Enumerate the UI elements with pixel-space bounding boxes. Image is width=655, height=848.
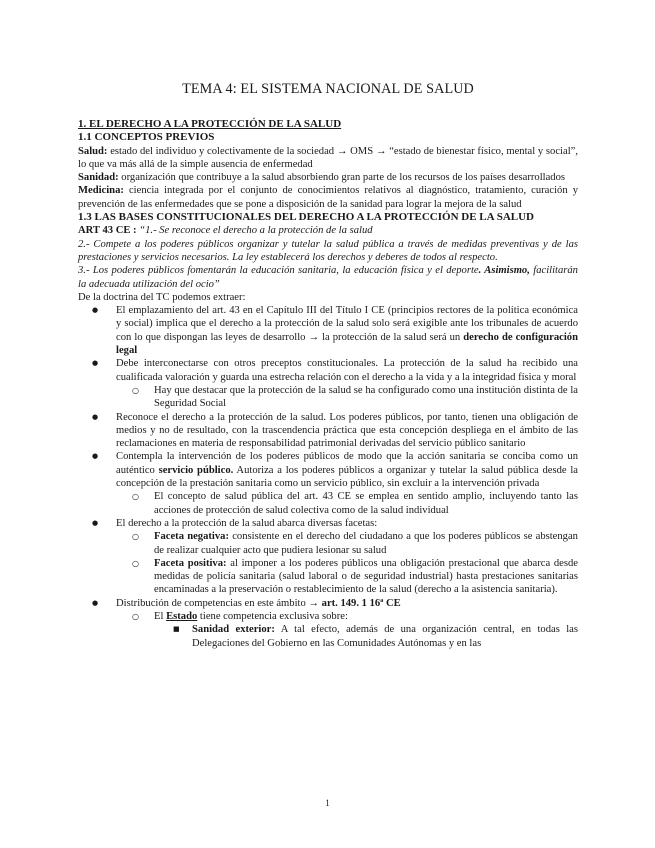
section-heading: 1. EL DERECHO A LA PROTECCIÓN DE LA SALUD [78, 118, 342, 130]
subsection-heading: 1.3 LAS BASES CONSTITUCIONALES DEL DERECHO A LA PROTECCIÓN DE LA SALUD [78, 211, 535, 224]
doctrine-list [78, 304, 578, 650]
sub-list-item: ○ El concepto de salud pública del art. 43 CE se emplea en sentido amplio, incluyendo tanto las acciones de protección de salud colectiva como de la salud individual [116, 490, 578, 517]
sub-list [116, 610, 578, 650]
list-item: ● Reconoce el derecho a la protección de la salud. Los poderes públicos, por tanto, tienen una obligación de medios y no de resultado, con la trascendencia práctica que esta concepción despliega en el ámbito de las reclamaciones en materia de responsabilidad patrimonial derivadas del servicio público sanitario [78, 411, 578, 451]
definition-text: ciencia integrada por el conjunto de conocimientos relativos al diagnóstico, tratamiento, curación y prevención de las enfermedades que se pone a disposición de la sanidad para lograr la mejora de la salud [78, 185, 578, 210]
facet-term: Faceta negativa: [154, 531, 229, 543]
sub-list-item [116, 557, 578, 597]
list-item [78, 450, 578, 516]
facet-term: Faceta positiva: [154, 557, 227, 569]
sub-list-item: ○ Hay que destacar que la protección de la salud se ha configurado como una institución distinta de la Seguridad Social [116, 384, 578, 411]
article-paragraph-2: 2.- Compete a los poderes públicos organizar y tutelar la salud pública a través de medidas preventivas y de las prestaciones y servicios necesarios. La ley establecerá los derechos y deberes de todos al respecto. [78, 238, 578, 263]
list-item-text: Distribución de competencias en este ámbito → [116, 597, 322, 609]
sub-list [116, 490, 578, 517]
definition-sanidad [78, 171, 578, 184]
sub-list-item [116, 530, 578, 557]
list-item-bold: derecho de configuración legal [116, 331, 578, 357]
sub-list-item [116, 610, 578, 650]
definition-text: estado del individuo y colectivamente de la sociedad → OMS → “estado de bienestar físico, mental y social”, lo que va más allá de la simple ausencia de enfermedad [78, 145, 578, 170]
list-item-text: El derecho a la protección de la salud abarca diversas facetas: [116, 517, 378, 529]
estado-term: Estado [166, 610, 198, 622]
definition-term: Medicina: [78, 185, 124, 197]
list-item-text: El emplazamiento del art. 43 en el Capítulo III del Título I CE (principios rectores de la política económica y social) implica que el derecho a la protección de la salud solo será exigible ante los tribunales de acuerdo con lo que dispongan las leyes de desarrollo → la protección de la salud será un [116, 305, 578, 343]
sub-list-text: El [154, 610, 167, 622]
article-paragraph-1 [78, 224, 578, 237]
page-number: 1 [325, 798, 330, 808]
document-title: TEMA 4: EL SISTEMA NACIONAL DE SALUD [182, 81, 474, 97]
sub-list [116, 384, 578, 411]
definition-term: Salud: [78, 145, 108, 157]
subsection-heading: 1.1 CONCEPTOS PREVIOS [78, 131, 215, 144]
facet-text: consistente en el derecho del ciudadano a que los poderes públicos se abstengan de realizar cualquier acto que pudiera lesionar su salud [154, 531, 578, 556]
article-label: ART 43 CE : [78, 225, 137, 237]
article-text: facilitarán la adecuada utilización del ocio” [78, 265, 578, 290]
list-item-bold: servicio público. [158, 464, 234, 476]
list-item-text: Autoriza a los poderes públicos a organizar y tutelar la salud pública desde la concepción de la prestación sanitaria como un servicio público, sin excluir a la intervención privada [116, 464, 578, 490]
list-item [78, 517, 578, 597]
definition-text: organización que contribuye a la salud absorbiendo gran parte de los recursos de los países desarrollados [118, 172, 566, 184]
list-item [78, 357, 578, 410]
facet-text: al imponer a los poderes públicos una obligación prestacional que abarca desde medidas de policía sanitaria (salud laboral o de seguridad industrial) hasta prestaciones sanitarias encaminadas a la preservación o restablecimiento de la salud (derecho a la asistencia sanitaria). [154, 557, 578, 596]
list-item-text: Contempla la intervención de los poderes públicos de modo que la acción sanitaria se conciba como un auténtico [116, 451, 578, 476]
page-content [78, 80, 578, 650]
list-item-bold: art. 149. 1 16ª CE [321, 597, 401, 609]
article-paragraph-3 [78, 264, 578, 291]
article-text: 3.- Los poderes públicos fomentarán la educación sanitaria, la educación física y el deporte [78, 265, 479, 277]
definition-salud [78, 145, 578, 172]
article-text: . Asimismo, [478, 265, 530, 277]
tc-intro: De la doctrina del TC podemos extraer: [78, 291, 246, 303]
sub-sub-list-item [154, 623, 578, 650]
definition-medicina [78, 184, 578, 211]
list-item-text: Debe interconectarse con otros preceptos constitucionales. La protección de la salud ha recibido una cualificada valoración y guarda una estrecha relación con el derecho a la vida y a la integridad física y moral [116, 358, 578, 383]
definition-term: Sanidad: [78, 172, 119, 184]
list-item [78, 597, 578, 650]
competence-text: A tal efecto, además de una organización central, en todas las Delegaciones del Gobierno en las Comunidades Autónomas y en las [192, 624, 578, 649]
sub-list-text: tiene competencia exclusiva sobre: [197, 610, 348, 622]
sub-sub-list [154, 623, 578, 650]
article-text: “1.- Se reconoce el derecho a la protección de la salud [136, 225, 373, 237]
sub-list [116, 530, 578, 596]
competence-term: Sanidad exterior: [192, 624, 275, 636]
list-item [78, 304, 578, 357]
